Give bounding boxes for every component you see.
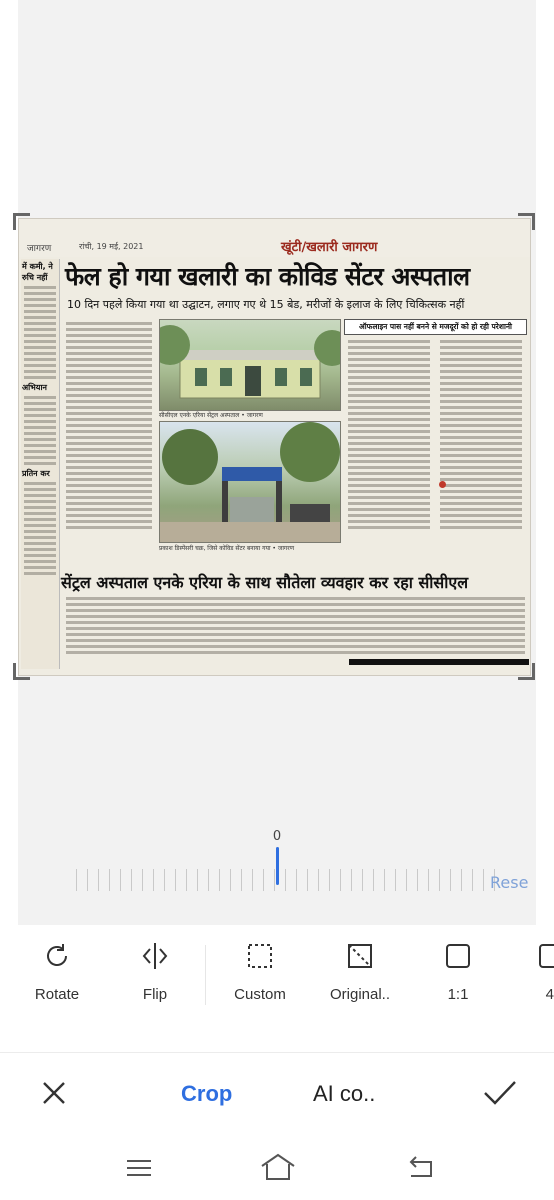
newspaper-photo[interactable] <box>18 218 531 676</box>
ruler-tick <box>230 869 231 891</box>
ruler-tick <box>241 869 242 891</box>
top-photo-caption: सीसीएल एनके एरिया सेंट्रल अस्पताल • जागरण <box>159 412 263 419</box>
ruler-tick <box>120 869 121 891</box>
close-icon <box>40 1079 68 1107</box>
ruler-tick <box>329 869 330 891</box>
ruler-tick <box>142 869 143 891</box>
second-article-headline: सेंट्रल अस्पताल एनके एरिया के साथ सौतेला व्यवहार कर रहा सीसीएल <box>61 573 469 592</box>
editor-mode-bar <box>0 1052 554 1133</box>
ruler-tick <box>351 869 352 891</box>
newspaper-subheadline: 10 दिन पहले किया गया था उद्घाटन, लगाए गए थे 15 बेड, मरीजों के इलाज के लिए चिकित्सक नहीं <box>67 298 465 311</box>
square-ratio-button[interactable] <box>413 940 503 1003</box>
ruler-tick <box>186 869 187 891</box>
ruler-tick <box>384 869 385 891</box>
menu-icon <box>125 1156 153 1180</box>
ruler-tick <box>76 869 77 891</box>
ruler-tick <box>263 869 264 891</box>
newspaper-section-brand: खूंटी/खलारी जागरण <box>281 240 378 255</box>
tools-separator <box>205 945 206 1005</box>
box-article-column-1 <box>345 337 433 567</box>
hospital-building-photo <box>159 319 341 411</box>
rotate-label: Rotate <box>34 986 80 1003</box>
ruler-tick <box>439 869 440 891</box>
newspaper-bottom-bar <box>349 659 529 665</box>
confirm-button[interactable] <box>483 1079 517 1112</box>
ruler-tick <box>153 869 154 891</box>
ruler-tick <box>285 869 286 891</box>
original-ratio-icon <box>344 940 376 972</box>
ruler-tick <box>472 869 473 891</box>
red-bullet-icon <box>439 481 446 488</box>
rotation-value: 0 <box>272 829 282 844</box>
original-label: Original.. <box>329 986 391 1003</box>
ruler-tick <box>417 869 418 891</box>
system-nav-bar <box>0 1140 554 1200</box>
ruler-tick <box>307 869 308 891</box>
left-column-heading-3: प्रतिन कर <box>22 469 50 478</box>
crop-tools-row <box>0 940 554 1020</box>
crop-handle-bottom-right[interactable] <box>518 663 535 680</box>
square-ratio-label: 1:1 <box>447 986 469 1003</box>
cancel-button[interactable] <box>40 1079 68 1112</box>
ruler-tick <box>87 869 88 891</box>
flip-icon <box>139 940 171 972</box>
ruler-tick <box>197 869 198 891</box>
ruler-tick <box>450 869 451 891</box>
rotation-needle[interactable] <box>276 847 279 885</box>
ruler-tick <box>208 869 209 891</box>
ruler-tick <box>461 869 462 891</box>
custom-crop-icon <box>244 940 276 972</box>
custom-label: Custom <box>234 986 286 1003</box>
ruler-tick <box>318 869 319 891</box>
square-ratio-icon <box>442 940 474 972</box>
ruler-tick <box>362 869 363 891</box>
left-column-heading-2: अभियान <box>22 383 47 392</box>
ruler-tick <box>175 869 176 891</box>
back-button[interactable] <box>407 1154 437 1186</box>
reset-button[interactable]: Rese <box>490 873 529 892</box>
ruler-tick <box>109 869 110 891</box>
ruler-tick <box>252 869 253 891</box>
check-icon <box>483 1079 517 1107</box>
box-article-heading: ऑफलाइन पास नहीं बनने से मजदूरों को हो रही परेशानी <box>344 319 527 335</box>
newspaper-headline: फेल हो गया खलारी का कोविड सेंटर अस्पताल <box>65 262 470 291</box>
crop-handle-bottom-left[interactable] <box>13 663 30 680</box>
ruler-tick <box>296 869 297 891</box>
ruler-tick <box>274 869 275 891</box>
second-article-text <box>63 594 528 664</box>
home-button[interactable] <box>259 1152 297 1186</box>
ruler-tick <box>395 869 396 891</box>
bottom-photo-caption: प्रकाश डिस्पेंसरी चक्र, जिसे कोविड सेंटर बनाया गया • जागरण <box>159 545 295 552</box>
ruler-tick <box>483 869 484 891</box>
newspaper-masthead: जागरण <box>27 244 52 254</box>
rotate-button[interactable] <box>12 940 102 1003</box>
ruler-tick <box>164 869 165 891</box>
newspaper-left-column <box>21 259 60 669</box>
ratio-icon <box>500 940 554 972</box>
flip-button[interactable] <box>110 940 200 1003</box>
rotation-ruler[interactable] <box>0 825 554 892</box>
original-ratio-button[interactable] <box>315 940 405 1003</box>
custom-ratio-button[interactable] <box>215 940 305 1003</box>
recent-apps-button[interactable] <box>125 1156 153 1184</box>
tab-crop[interactable]: Crop <box>181 1081 233 1106</box>
tab-ai[interactable]: AI co.. <box>313 1081 376 1106</box>
newspaper-date: रांची, 19 मई, 2021 <box>79 242 144 251</box>
rotate-icon <box>41 940 73 972</box>
dispensary-gate-photo <box>159 421 341 543</box>
ruler-tick <box>428 869 429 891</box>
crop-handle-top-left[interactable] <box>13 213 30 230</box>
more-ratio-label: 4 <box>545 986 554 1003</box>
ruler-tick <box>373 869 374 891</box>
article-text-column <box>63 319 155 564</box>
flip-label: Flip <box>142 986 168 1003</box>
ruler-tick <box>131 869 132 891</box>
ruler-tick <box>98 869 99 891</box>
left-column-heading: में कमी, ने रुचि नहीं <box>22 262 53 282</box>
home-icon <box>259 1152 297 1182</box>
ruler-tick <box>219 869 220 891</box>
crop-handle-top-right[interactable] <box>518 213 535 230</box>
more-ratio-button[interactable] <box>500 940 554 1003</box>
ruler-tick <box>340 869 341 891</box>
box-article-column-2 <box>437 337 525 567</box>
ruler-tick <box>406 869 407 891</box>
back-icon <box>407 1154 437 1182</box>
